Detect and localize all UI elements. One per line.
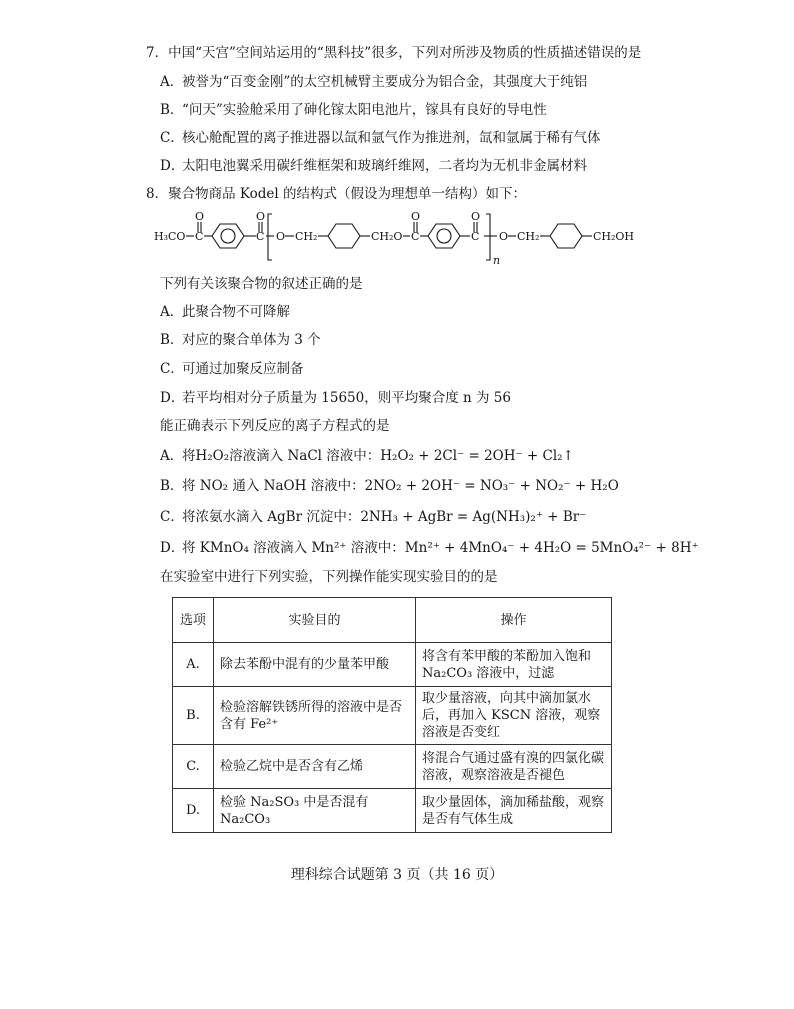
- option-label: C．: [160, 361, 184, 377]
- row-option: A.: [173, 643, 214, 687]
- q9-option-d: [160, 539, 699, 557]
- option-text: 核心舱配置的离子推进器以氙和氩气作为推进剂，氙和氩属于稀有气体: [182, 130, 601, 146]
- q7-option-a: [160, 73, 587, 91]
- methylene-2: CH₂: [517, 230, 540, 243]
- page-footer: 理科综合试题第 3 页（共 16 页）: [290, 867, 504, 883]
- table-row: [173, 687, 612, 745]
- svg-text:O: O: [411, 210, 421, 223]
- q7-option-d: [160, 157, 587, 175]
- kodel-structure-diagram: [152, 208, 652, 266]
- option-text: 将 NO₂ 通入 NaOH 溶液中：2NO₂ + 2OH⁻ = NO₃⁻ + NO₂⁻ + H₂O: [182, 478, 619, 494]
- q8-question: 下列有关该聚合物的叙述正确的是: [160, 276, 363, 292]
- header-purpose: 实验目的: [214, 598, 416, 643]
- svg-text:C: C: [471, 230, 480, 243]
- row-option: C.: [173, 745, 214, 789]
- ester-oxygen: O: [276, 230, 286, 243]
- q9-option-c: [160, 508, 586, 526]
- header-option: 选项: [173, 598, 214, 643]
- option-label: C．: [160, 509, 184, 525]
- option-label: A．: [160, 74, 184, 90]
- row-purpose: 检验乙烷中是否含有乙烯: [214, 745, 416, 789]
- row-purpose: 检验溶解铁锈所得的溶液中是否含有 Fe²⁺: [214, 687, 416, 745]
- option-text: 对应的聚合单体为 3 个: [182, 332, 321, 348]
- option-text: 被誉为“百变金刚”的太空机械臂主要成分为铝合金，其强度大于纯铝: [182, 74, 588, 90]
- option-text: “问天”实验舱采用了砷化镓太阳电池片，镓具有良好的导电性: [182, 102, 547, 118]
- option-label: D．: [160, 158, 185, 174]
- option-label: B．: [160, 332, 184, 348]
- option-label: A．: [160, 448, 184, 464]
- option-label: B．: [160, 478, 184, 494]
- svg-text:C: C: [195, 230, 204, 243]
- option-label: A．: [160, 304, 184, 320]
- option-text: 可通过加聚反应制备: [182, 361, 304, 377]
- option-label: D．: [160, 540, 185, 556]
- q8-option-b: [160, 331, 321, 349]
- row-option: D.: [173, 789, 214, 833]
- methoxy-group: H₃CO: [154, 230, 186, 243]
- row-operation: 取少量固体，滴加稀盐酸，观察是否有气体生成: [416, 789, 612, 833]
- table-row: [173, 789, 612, 833]
- svg-text:O: O: [195, 210, 205, 223]
- header-operation: 操作: [416, 598, 612, 643]
- methylene: CH₂: [295, 230, 318, 243]
- q10-stem: 在实验室中进行下列实验，下列操作能实现实验目的的是: [160, 569, 498, 585]
- row-purpose: 检验 Na₂SO₃ 中是否混有 Na₂CO₃: [214, 789, 416, 833]
- svg-text:C: C: [256, 230, 265, 243]
- q7-option-c: [160, 129, 601, 147]
- methyleneoxy: CH₂O: [371, 230, 403, 243]
- svg-text:C: C: [411, 230, 420, 243]
- option-text: 太阳电池翼采用碳纤维框架和玻璃纤维网，二者均为无机非金属材料: [182, 158, 587, 174]
- option-label: B．: [160, 102, 184, 118]
- svg-text:O: O: [471, 210, 481, 223]
- option-label: D．: [160, 390, 185, 406]
- table-header-row: [173, 598, 612, 643]
- svg-text:O: O: [256, 210, 266, 223]
- degree-n: n: [493, 254, 501, 266]
- ester-oxygen-2: O: [499, 230, 509, 243]
- q9-option-a: [160, 447, 574, 465]
- q8-option-c: [160, 360, 304, 378]
- q7-stem: 7．中国“天宫”空间站运用的“黑科技”很多，下列对所涉及物质的性质描述错误的是: [146, 45, 642, 61]
- q9-option-b: [160, 477, 619, 495]
- q8-stem: 8．聚合物商品 Kodel 的结构式（假设为理想单一结构）如下：: [146, 186, 526, 202]
- q8-option-a: [160, 303, 290, 321]
- row-purpose: 除去苯酚中混有的少量苯甲酸: [214, 643, 416, 687]
- option-text: 将 KMnO₄ 溶液滴入 Mn²⁺ 溶液中：Mn²⁺ + 4MnO₄⁻ + 4H₂O = 5MnO₄²⁻ + 8H⁺: [182, 540, 699, 556]
- row-operation: 将含有苯甲酸的苯酚加入饱和 Na₂CO₃ 溶液中，过滤: [416, 643, 612, 687]
- option-label: C．: [160, 130, 184, 146]
- q7-option-b: [160, 101, 547, 119]
- option-text: 此聚合物不可降解: [182, 304, 290, 320]
- q8-option-d: [160, 389, 511, 407]
- option-text: 将浓氨水滴入 AgBr 沉淀中：2NH₃ + AgBr = Ag(NH₃)₂⁺ + Br⁻: [182, 509, 587, 525]
- row-option: B.: [173, 687, 214, 745]
- table-row: [173, 643, 612, 687]
- row-operation: 将混合气通过盛有溴的四氯化碳溶液，观察溶液是否褪色: [416, 745, 612, 789]
- option-text: 将H₂O₂溶液滴入 NaCl 溶液中：H₂O₂ + 2Cl⁻ = 2OH⁻ + Cl₂↑: [182, 448, 574, 464]
- row-operation: 取少量溶液，向其中滴加氯水后，再加入 KSCN 溶液，观察溶液是否变红: [416, 687, 612, 745]
- option-text: 若平均相对分子质量为 15650，则平均聚合度 n 为 56: [182, 390, 511, 406]
- table-row: [173, 745, 612, 789]
- q9-stem: 能正确表示下列反应的离子方程式的是: [160, 418, 390, 434]
- experiment-table: [172, 597, 612, 833]
- hydroxymethyl-end: CH₂OH: [593, 230, 635, 243]
